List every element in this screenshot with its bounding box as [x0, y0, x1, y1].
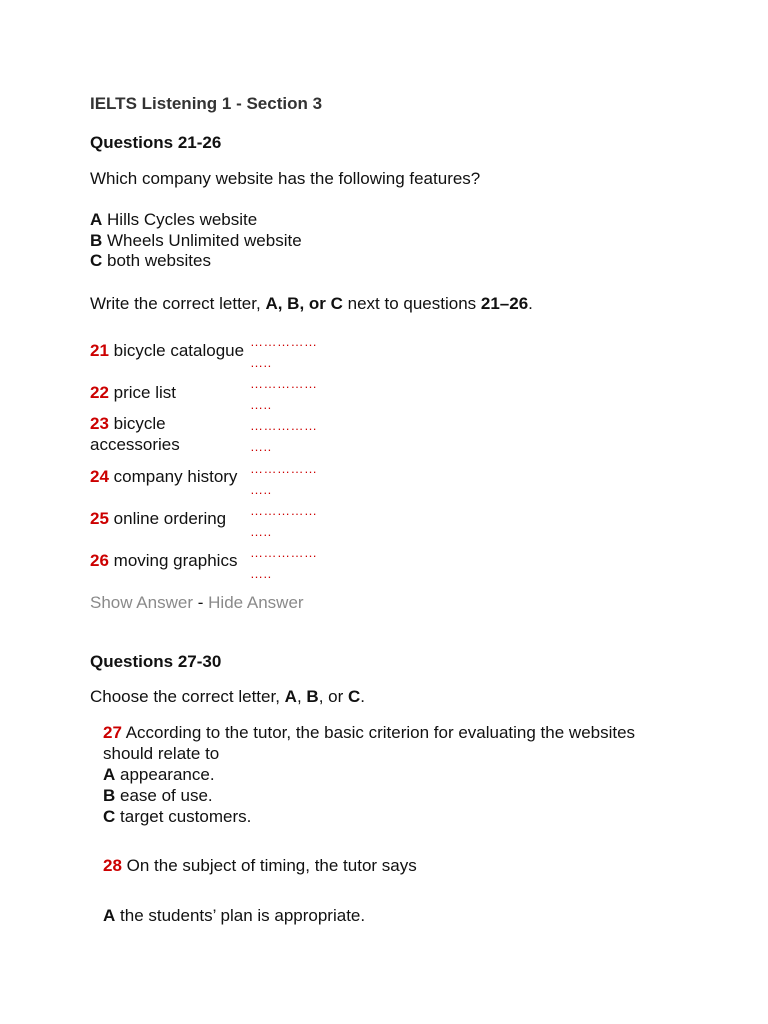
question-text: moving graphics	[113, 551, 238, 570]
question-text: bicycle	[113, 414, 166, 433]
option-text: Wheels Unlimited website	[107, 231, 302, 250]
sep: , or	[318, 687, 344, 706]
question-number: 23	[90, 414, 109, 433]
section-heading-21-26: Questions 21-26	[90, 133, 222, 152]
separator: -	[197, 593, 204, 612]
option-b	[90, 231, 302, 251]
option-text: both websites	[107, 251, 211, 270]
question-item-25	[90, 509, 226, 529]
answer-blank-23[interactable]	[250, 415, 318, 457]
option-text: appearance.	[120, 765, 215, 784]
question-text: On the subject of timing, the tutor says	[126, 856, 417, 875]
instruction-line	[90, 294, 533, 314]
instruction-line-2	[90, 687, 365, 707]
question-text: online ordering	[113, 509, 227, 528]
question-item-24	[90, 467, 237, 487]
dots-line: …..	[250, 566, 272, 581]
option-text: target customers.	[120, 807, 252, 826]
question-text: price list	[113, 383, 177, 402]
instruction-range: 21–26	[480, 294, 529, 313]
question-number: 22	[90, 383, 109, 402]
question-item-23	[90, 414, 166, 434]
answer-blank-25[interactable]	[250, 500, 318, 542]
question-item-21	[90, 341, 244, 361]
question-27	[103, 723, 635, 743]
answer-blank-22[interactable]	[250, 373, 318, 415]
letter-a: A	[284, 687, 297, 706]
option-letter: B	[90, 231, 103, 250]
dots-line: …..	[250, 524, 272, 539]
option-text: ease of use.	[120, 786, 213, 805]
dots-line: …..	[250, 397, 272, 412]
answer-blank-26[interactable]	[250, 542, 318, 584]
dots-line: ……………	[250, 503, 318, 518]
option-letter: A	[103, 765, 116, 784]
dots-line: ……………	[250, 418, 318, 433]
option-text: Hills Cycles website	[107, 210, 258, 229]
option-c	[90, 251, 211, 271]
answer-toggle	[90, 593, 304, 613]
question-28	[103, 856, 417, 876]
question-number: 21	[90, 341, 109, 360]
question-number: 28	[103, 856, 122, 875]
dots-line: …..	[250, 439, 272, 454]
dots-line: ……………	[250, 545, 318, 560]
dots-line: …..	[250, 355, 272, 370]
show-answer-link[interactable]: Show Answer	[90, 593, 193, 612]
instruction-text: Write the correct letter,	[90, 294, 261, 313]
answer-blank-24[interactable]	[250, 458, 318, 500]
instruction-letters: A, B, or C	[265, 294, 343, 313]
question-item-23-line2: accessories	[90, 435, 180, 454]
option-28-a	[103, 906, 365, 926]
instruction-text: next to questions	[347, 294, 477, 313]
hide-answer-link[interactable]: Hide Answer	[208, 593, 304, 612]
option-letter: B	[103, 786, 116, 805]
option-27-c	[103, 807, 251, 827]
option-27-b	[103, 786, 213, 806]
question-number: 26	[90, 551, 109, 570]
option-a	[90, 210, 257, 230]
letter-b: B	[306, 687, 319, 706]
question-text: company history	[113, 467, 238, 486]
question-text: According to the tutor, the basic criterion for evaluating the websites	[125, 723, 636, 742]
answer-blank-21[interactable]	[250, 331, 318, 373]
dots-line: …..	[250, 482, 272, 497]
question-number: 27	[103, 723, 122, 742]
option-letter: C	[90, 251, 103, 270]
instruction-end: .	[360, 687, 366, 706]
question-prompt: Which company website has the following features?	[90, 169, 481, 188]
dots-line: ……………	[250, 376, 318, 391]
question-number: 24	[90, 467, 109, 486]
page-title: IELTS Listening 1 - Section 3	[90, 94, 323, 113]
letter-c: C	[348, 687, 361, 706]
option-letter: A	[103, 906, 116, 925]
option-27-a	[103, 765, 215, 785]
question-27-line2: should relate to	[103, 744, 220, 763]
option-text: the students’ plan is appropriate.	[120, 906, 366, 925]
option-letter: A	[90, 210, 103, 229]
dots-line: ……………	[250, 334, 318, 349]
sep: ,	[296, 687, 302, 706]
instruction-text: Choose the correct letter,	[90, 687, 280, 706]
option-letter: C	[103, 807, 116, 826]
question-number: 25	[90, 509, 109, 528]
instruction-end: .	[528, 294, 533, 313]
question-item-26	[90, 551, 237, 571]
section-heading-27-30: Questions 27-30	[90, 652, 222, 671]
question-item-22	[90, 383, 176, 403]
dots-line: ……………	[250, 461, 318, 476]
question-text: bicycle catalogue	[113, 341, 245, 360]
